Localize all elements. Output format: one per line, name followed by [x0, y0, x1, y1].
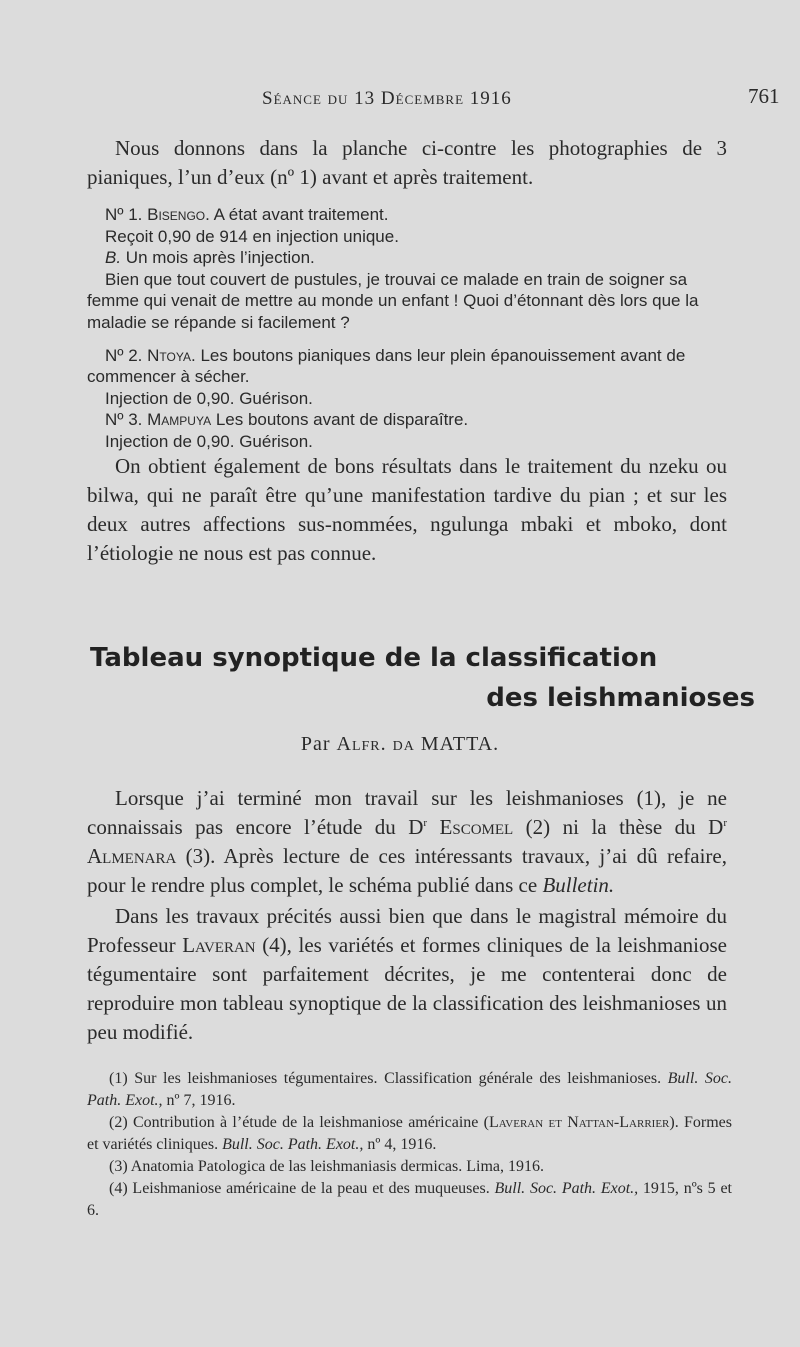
- case-2-treatment: Injection de 0,90. Guérison.: [105, 388, 313, 408]
- footnote-1-ref: Bull. Soc. Path. Exot.,: [87, 1070, 733, 1109]
- footnote-2-mid: ). Formes et variétés cliniques.: [87, 1114, 732, 1153]
- case-3-name: Mampuya: [147, 410, 212, 430]
- article-paragraph-1: [87, 784, 727, 900]
- p2-author-laveran: Laveran: [182, 933, 256, 957]
- byline: [0, 733, 800, 756]
- footnote-2-text: (2) Contribution à l’étude de la leishmaniose américaine (: [109, 1114, 489, 1131]
- footnote-1: [87, 1068, 732, 1112]
- article-title: [90, 638, 755, 718]
- p1-text-1: Lorsque j’ai terminé mon travail sur les leishmanioses (1), je ne connaissais pas encore l’étude du D: [87, 786, 727, 839]
- p1-sup-2: r: [723, 817, 727, 829]
- case-1-name: Bisengo.: [147, 205, 210, 224]
- p1-journal: Bulletin.: [542, 873, 615, 897]
- case-3-label: Nº 3.: [105, 410, 143, 430]
- conclusion-paragraph: On obtient également de bons résultats dans le traitement du nzeku ou bilwa, qui ne paraît être qu’une manifestation tardive du pian ; et sur les deux autres affections sus-nommées, ngulunga mbaki et mboko, dont l’étiologie ne nous est pas connue.: [87, 454, 727, 565]
- p1-author-escomel: Escomel: [439, 815, 514, 839]
- running-title: Séance du 13 Décembre 1916: [262, 88, 512, 109]
- footnote-4-tail: 1915, nºs 5 et 6.: [87, 1180, 732, 1219]
- p1-text-3: (3). Après lecture de ces intéressants travaux, j’ai dû refaire, pour le rendre plus complet, le schéma publié dans ce: [87, 844, 727, 897]
- footnote-4: [87, 1178, 732, 1222]
- case-2-label: Nº 2.: [105, 345, 143, 365]
- p2-text-1: Dans les travaux précités aussi bien que dans le magistral mémoire du Professeur: [87, 904, 727, 957]
- p1-sup-1: r: [423, 817, 428, 829]
- conclusion-block: [87, 452, 727, 568]
- footnote-3: (3) Anatomia Patologica de las leishmaniasis dermicas. Lima, 1916.: [109, 1158, 545, 1175]
- case-3-heading: [87, 409, 737, 431]
- page-number: 761: [748, 84, 780, 108]
- case-2-heading: [87, 345, 737, 388]
- case-2-name: Ntoya.: [147, 345, 196, 365]
- footnote-2-tail: nº 4, 1916.: [363, 1136, 437, 1153]
- case-1-b: [87, 247, 737, 269]
- article-body: [87, 784, 727, 1047]
- author-name: Alfr. da MATTA.: [336, 733, 500, 755]
- case-1-treatment: Reçoit 0,90 de 914 en injection unique.: [105, 226, 399, 246]
- page-header: [0, 84, 800, 118]
- case-1-state: A état avant traitement.: [213, 205, 389, 224]
- footnotes: [87, 1068, 732, 1222]
- article-title-line-1: Tableau synoptique de la classification: [90, 643, 658, 673]
- case-3-treatment: Injection de 0,90. Guérison.: [105, 431, 313, 451]
- article-paragraph-2: [87, 902, 727, 1047]
- case-1-b-label: B.: [105, 248, 122, 268]
- case-3-description: Les boutons avant de disparaître.: [215, 410, 469, 430]
- footnote-1-text: (1) Sur les leishmanioses tégumentaires. Classification générale des leishmanioses.: [109, 1070, 668, 1087]
- case-list: [87, 204, 737, 453]
- case-2-description: Les boutons pianiques dans leur plein épanouissement avant de commencer à sécher.: [87, 345, 686, 387]
- intro-paragraph-block: [87, 134, 727, 192]
- byline-prefix: Par: [300, 733, 331, 755]
- intro-paragraph: Nous donnons dans la planche ci-contre les photographies de 3 pianiques, l’un d’eux (nº 1) avant et après traitement.: [87, 136, 727, 189]
- case-1-label: Nº 1.: [105, 205, 143, 224]
- footnote-2: [87, 1112, 732, 1156]
- case-1-remark: Bien que tout couvert de pustules, je trouvai ce malade en train de soigner sa femme qui venait de mettre au monde un enfant ! Quoi d’étonnant dès lors que la maladie se répande si facilement ?: [87, 269, 699, 332]
- footnote-1-tail: nº 7, 1916.: [162, 1092, 236, 1109]
- case-1-heading: [87, 204, 737, 226]
- footnote-2-names: Laveran et Nattan-Larrier: [489, 1114, 670, 1131]
- footnote-4-text: (4) Leishmaniose américaine de la peau et des muqueuses.: [109, 1180, 495, 1197]
- article-title-line-2: des leishmanioses: [486, 683, 755, 713]
- p2-text-2: (4), les variétés et formes cliniques de la leishmaniose tégumentaire sont parfaitement décrites, je me contenterai donc de reproduire mon tableau synoptique de la classification des leishmanioses un peu modifié.: [87, 933, 727, 1044]
- p1-text-2: (2) ni la thèse du D: [513, 815, 724, 839]
- footnote-2-ref: Bull. Soc. Path. Exot.,: [222, 1136, 364, 1153]
- case-1-b-text: Un mois après l’injection.: [125, 248, 315, 268]
- p1-author-almenara: Almenara: [87, 844, 177, 868]
- footnote-4-ref: Bull. Soc. Path. Exot.,: [494, 1180, 639, 1197]
